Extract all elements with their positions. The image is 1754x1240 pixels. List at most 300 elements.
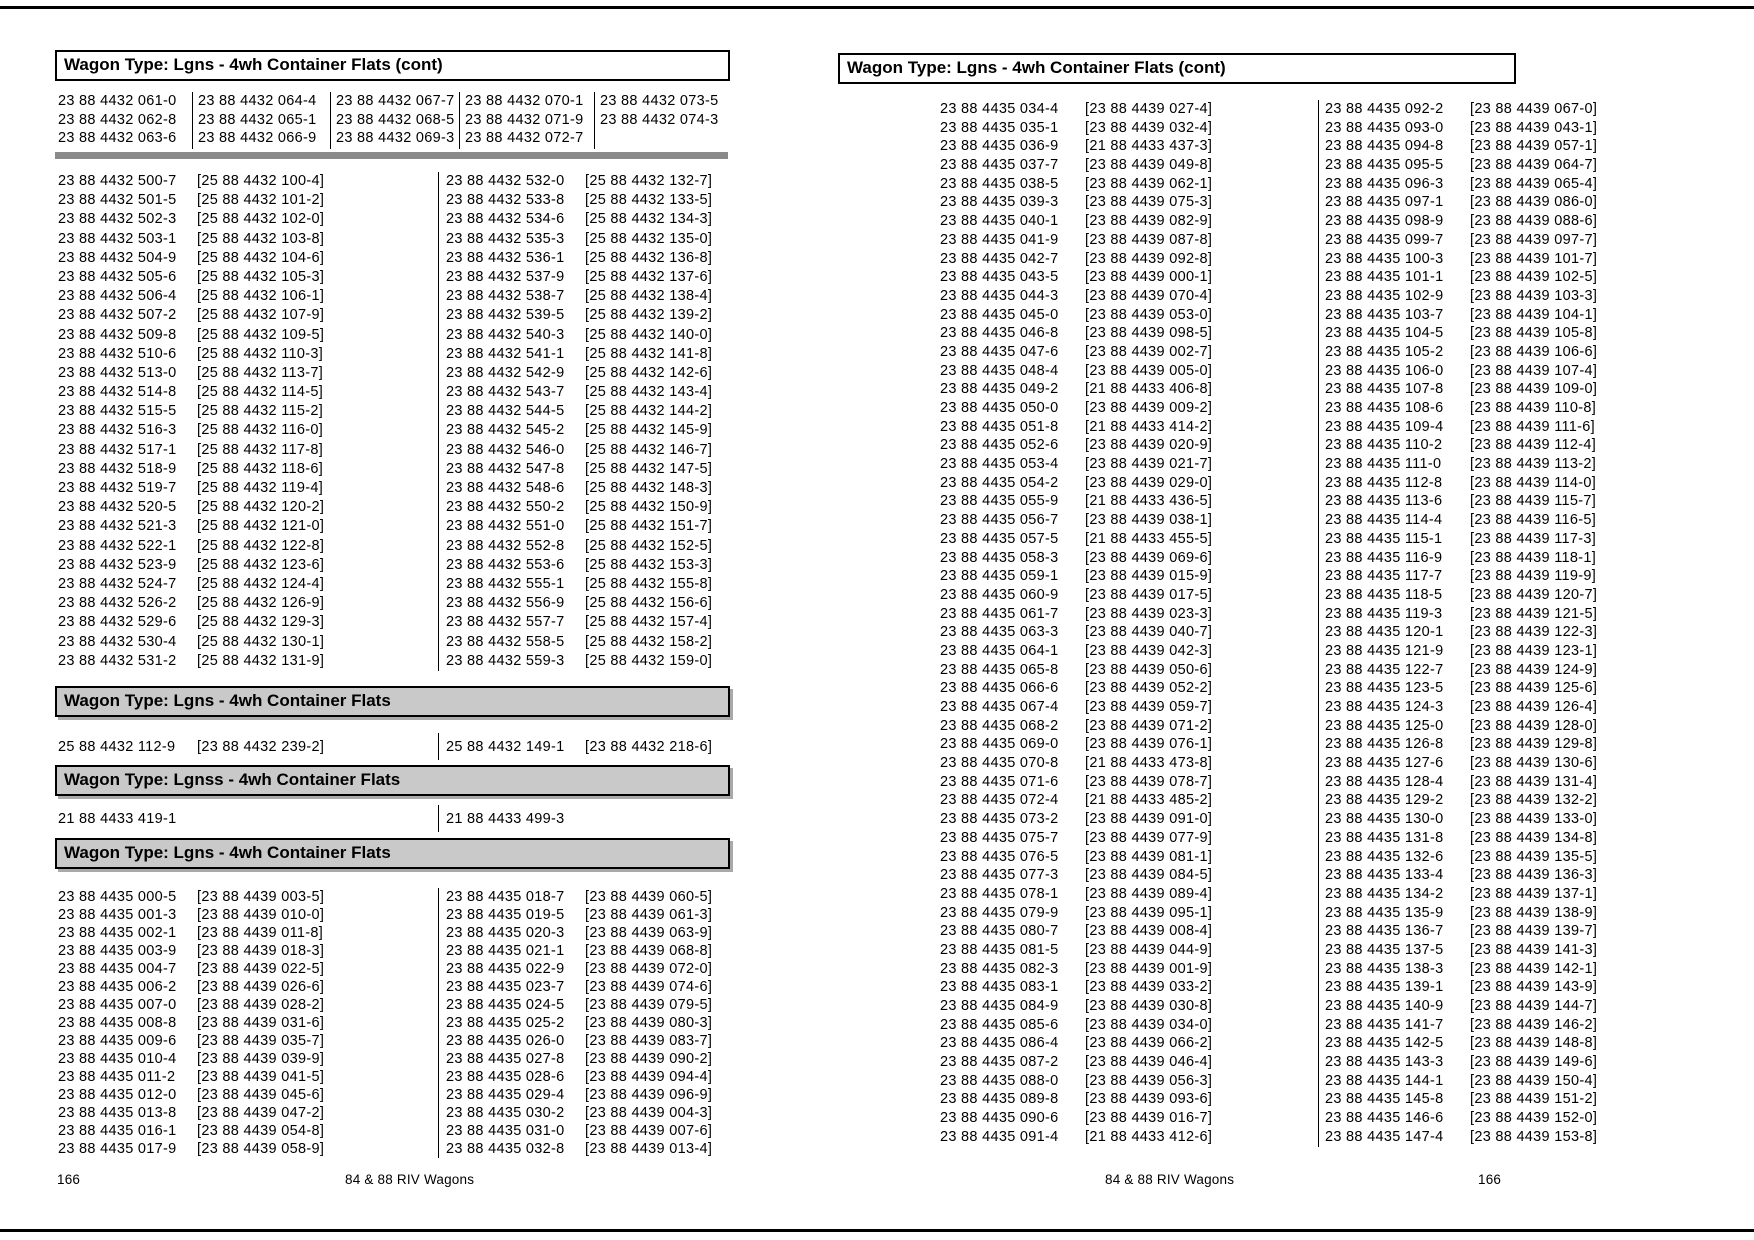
wagon-number: 23 88 4432 069-3 — [336, 130, 455, 146]
renumbered-reference: [23 88 4439 062-1] — [1085, 175, 1213, 192]
wagon-number: 23 88 4435 117-7 — [1325, 568, 1443, 585]
wagon-number: 23 88 4435 107-8 — [1325, 381, 1444, 398]
wagon-number: 23 88 4435 096-3 — [1325, 175, 1444, 192]
wagon-row — [940, 399, 1212, 418]
renumbered-reference: [23 88 4439 029-0] — [1085, 474, 1213, 491]
wagon-row — [940, 586, 1212, 605]
renumbered-reference: [23 88 4439 132-2] — [1470, 792, 1598, 809]
wagon-number: 23 88 4435 144-1 — [1325, 1072, 1444, 1089]
renumbered-reference: [21 88 4433 436-5] — [1085, 493, 1213, 510]
wagon-row — [58, 1122, 324, 1140]
wagon-row — [58, 960, 324, 978]
wagon-row — [446, 249, 712, 268]
wagon-row — [1325, 960, 1597, 979]
wagon-number: 23 88 4435 136-7 — [1325, 923, 1444, 940]
wagon-number: 23 88 4432 523-9 — [58, 556, 177, 573]
wagon-number: 23 88 4435 095-5 — [1325, 157, 1444, 174]
wagon-row — [1325, 287, 1597, 306]
renumbered-reference: [23 88 4439 071-2] — [1085, 717, 1213, 734]
wagon-number: 23 88 4432 520-5 — [58, 499, 177, 516]
wagon-number: 23 88 4432 070-1 — [465, 93, 584, 109]
wagon-number: 23 88 4435 003-9 — [58, 943, 177, 959]
wagon-row — [1325, 717, 1597, 736]
renumbered-reference: [23 88 4439 059-7] — [1085, 699, 1213, 715]
wagon-row — [940, 418, 1212, 437]
wagon-number: 23 88 4435 063-3 — [940, 624, 1059, 641]
wagon-number: 23 88 4435 093-0 — [1325, 119, 1444, 136]
wagon-number: 23 88 4435 029-4 — [446, 1087, 565, 1103]
wagon-row — [58, 421, 324, 440]
wagon-row — [446, 738, 712, 756]
wagon-row — [58, 326, 324, 345]
renumbered-reference: [23 88 4439 087-8] — [1085, 231, 1213, 248]
wagon-row — [1325, 418, 1597, 437]
renumbered-reference: [25 88 4432 157-4] — [585, 614, 713, 631]
wagon-number: 23 88 4435 101-1 — [1325, 269, 1444, 286]
renumbered-reference: [23 88 4439 115-7] — [1470, 493, 1597, 510]
wagon-row — [1325, 175, 1597, 194]
wagon-row — [940, 623, 1212, 642]
wagon-row — [446, 402, 712, 421]
wagon-number: 23 88 4435 089-8 — [940, 1091, 1059, 1108]
wagon-number: 23 88 4435 104-5 — [1325, 325, 1444, 342]
wagon-row — [1325, 100, 1597, 119]
renumbered-reference: [23 88 4439 120-7] — [1470, 586, 1598, 603]
wagon-row — [940, 960, 1212, 979]
wagon-row — [58, 810, 197, 828]
page-number: 166 — [1478, 1172, 1502, 1187]
wagon-row — [446, 191, 712, 210]
renumbered-reference: [23 88 4439 058-9] — [197, 1141, 325, 1157]
renumbered-reference: [23 88 4439 103-3] — [1470, 287, 1598, 304]
wagon-number: 23 88 4435 065-8 — [940, 661, 1059, 678]
wagon-number: 23 88 4432 531-2 — [58, 652, 177, 669]
wagon-number: 23 88 4432 505-6 — [58, 268, 177, 285]
wagon-row — [940, 735, 1212, 754]
wagon-row — [1325, 156, 1597, 175]
wagon-number: 23 88 4435 126-8 — [1325, 736, 1444, 753]
renumbered-reference: [23 88 4439 035-7] — [197, 1033, 325, 1049]
renumbered-reference: [21 88 4433 455-5] — [1085, 530, 1213, 547]
renumbered-reference: [23 88 4439 118-1] — [1470, 549, 1597, 566]
wagon-row — [1325, 1016, 1597, 1035]
renumbered-reference: [23 88 4439 064-7] — [1470, 157, 1598, 174]
wagon-number: 23 88 4435 078-1 — [940, 885, 1059, 902]
wagon-row — [58, 345, 324, 364]
wagon-number: 23 88 4432 530-4 — [58, 633, 177, 650]
wagon-number: 23 88 4435 041-9 — [940, 231, 1059, 248]
wagon-row — [446, 888, 712, 906]
wagon-number: 23 88 4435 122-7 — [1325, 661, 1444, 678]
wagon-row — [58, 556, 324, 575]
wagon-number: 23 88 4435 145-8 — [1325, 1091, 1444, 1108]
renumbered-reference: [23 88 4439 112-4] — [1470, 437, 1597, 454]
renumbered-reference: [23 88 4439 039-9] — [197, 1051, 325, 1067]
wagon-row — [940, 791, 1212, 810]
wagon-number: 23 88 4435 079-9 — [940, 904, 1059, 921]
renumbered-reference: [23 88 4439 080-3] — [585, 1015, 713, 1031]
wagon-row — [446, 556, 712, 575]
renumbered-reference: [23 88 4439 129-8] — [1470, 736, 1598, 753]
wagon-row — [446, 996, 712, 1014]
renumbered-reference: [25 88 4432 103-8] — [197, 230, 325, 247]
renumbered-reference: [25 88 4432 122-8] — [197, 537, 325, 554]
renumbered-reference: [25 88 4432 134-3] — [585, 211, 713, 228]
renumbered-reference: [23 88 4439 109-0] — [1470, 381, 1598, 398]
wagon-number: 23 88 4432 067-7 — [336, 93, 455, 109]
renumbered-reference: [23 88 4439 065-4] — [1470, 175, 1598, 192]
wagon-row — [1325, 306, 1597, 325]
wagon-row — [1325, 586, 1597, 605]
wagon-row — [58, 1068, 324, 1086]
renumbered-reference: [23 88 4439 005-0] — [1085, 362, 1213, 379]
wagon-row — [58, 978, 324, 996]
wagon-row — [940, 156, 1212, 175]
wagon-number: 23 88 4435 050-0 — [940, 400, 1059, 416]
wagon-row — [940, 492, 1212, 511]
wagon-number: 23 88 4432 524-7 — [58, 575, 177, 592]
renumbered-reference: [25 88 4432 147-5] — [585, 460, 713, 477]
renumbered-reference: [23 88 4439 034-0] — [1085, 1016, 1213, 1033]
wagon-row — [58, 441, 324, 460]
wagon-number: 23 88 4435 110-2 — [1325, 437, 1443, 454]
wagon-row — [446, 230, 712, 249]
wagon-column — [446, 810, 585, 828]
wagon-number: 23 88 4435 143-3 — [1325, 1054, 1444, 1071]
wagon-number: 23 88 4435 112-8 — [1325, 474, 1443, 491]
renumbered-reference: [25 88 4432 142-6] — [585, 364, 713, 381]
wagon-number: 23 88 4432 516-3 — [58, 422, 177, 439]
wagon-row — [446, 1122, 712, 1140]
wagon-number: 23 88 4435 025-2 — [446, 1015, 565, 1031]
wagon-row — [1325, 231, 1597, 250]
wagon-number: 23 88 4435 061-7 — [940, 605, 1059, 622]
wagon-row — [58, 738, 324, 756]
wagon-number: 23 88 4432 072-7 — [465, 130, 584, 146]
wagon-number: 23 88 4435 140-9 — [1325, 998, 1444, 1014]
renumbered-reference: [23 88 4439 044-9] — [1085, 941, 1213, 958]
renumbered-reference: [25 88 4432 150-9] — [585, 499, 713, 516]
wagon-number: 23 88 4432 066-9 — [198, 130, 317, 146]
wagon-number: 23 88 4435 057-5 — [940, 530, 1059, 547]
renumbered-reference: [23 88 4439 098-5] — [1085, 325, 1213, 342]
wagon-number: 23 88 4435 060-9 — [940, 586, 1059, 603]
wagon-number: 23 88 4435 129-2 — [1325, 792, 1444, 809]
wagon-number: 23 88 4435 008-8 — [58, 1015, 177, 1031]
wagon-row — [940, 119, 1212, 138]
wagon-row — [1325, 1034, 1597, 1053]
renumbered-reference: [23 88 4439 144-7] — [1470, 998, 1598, 1014]
wagon-row — [446, 383, 712, 402]
right-page — [838, 0, 1650, 1240]
renumbered-reference: [23 88 4439 149-6] — [1470, 1054, 1598, 1071]
wagon-row — [1325, 773, 1597, 792]
renumbered-reference: [23 88 4439 023-3] — [1085, 605, 1213, 622]
wagon-row — [940, 848, 1212, 867]
renumbered-reference: [25 88 4432 129-3] — [197, 614, 325, 631]
wagon-number: 23 88 4435 026-0 — [446, 1033, 565, 1049]
section-header-lgns-cont — [838, 53, 1516, 84]
wagon-row — [1325, 941, 1597, 960]
wagon-number: 23 88 4435 073-2 — [940, 811, 1059, 828]
wagon-row — [446, 172, 712, 191]
column-divider — [438, 888, 439, 1158]
wagon-number: 23 88 4432 519-7 — [58, 480, 177, 496]
renumbered-reference: [23 88 4439 126-4] — [1470, 699, 1598, 715]
renumbered-reference: [23 88 4439 052-2] — [1085, 680, 1213, 697]
wagon-row — [446, 906, 712, 924]
wagon-row — [1325, 343, 1597, 362]
wagon-row — [940, 436, 1212, 455]
renumbered-reference: [23 88 4439 018-3] — [197, 943, 325, 959]
wagon-number: 21 88 4433 499-3 — [446, 811, 565, 827]
renumbered-reference: [25 88 4432 159-0] — [585, 652, 713, 669]
wagon-number: 23 88 4435 047-6 — [940, 343, 1059, 360]
wagon-row — [1325, 137, 1597, 156]
renumbered-reference: [23 88 4439 094-4] — [585, 1069, 713, 1085]
renumbered-reference: [23 88 4439 013-4] — [585, 1141, 713, 1157]
renumbered-reference: [25 88 4432 158-2] — [585, 633, 713, 650]
wagon-grid-column — [459, 92, 594, 149]
wagon-number: 23 88 4432 552-8 — [446, 537, 565, 554]
renumbered-reference: [23 88 4439 057-1] — [1470, 138, 1598, 155]
wagon-number: 23 88 4435 082-3 — [940, 960, 1059, 977]
wagon-number: 23 88 4435 012-0 — [58, 1087, 177, 1103]
wagon-row — [940, 362, 1212, 381]
wagon-column — [446, 172, 712, 671]
renumbered-reference: [23 88 4439 075-3] — [1085, 194, 1213, 211]
renumbered-reference: [23 88 4439 046-4] — [1085, 1054, 1213, 1071]
renumbered-reference: [23 88 4439 134-8] — [1470, 829, 1598, 846]
renumbered-reference: [23 88 4439 093-6] — [1085, 1091, 1213, 1108]
wagon-row — [446, 364, 712, 383]
wagon-row — [446, 960, 712, 978]
wagon-number: 23 88 4435 080-7 — [940, 923, 1059, 940]
wagon-number: 23 88 4432 073-5 — [600, 93, 719, 109]
wagon-number: 23 88 4435 108-6 — [1325, 400, 1444, 416]
renumbered-reference: [25 88 4432 115-2] — [197, 403, 324, 420]
wagon-row — [1325, 904, 1597, 923]
renumbered-reference: [23 88 4439 146-2] — [1470, 1016, 1598, 1033]
wagon-row — [446, 287, 712, 306]
wagon-number: 23 88 4435 099-7 — [1325, 231, 1444, 248]
wagon-number: 23 88 4435 109-4 — [1325, 418, 1444, 435]
wagon-number: 23 88 4435 001-3 — [58, 907, 177, 923]
wagon-row — [446, 1050, 712, 1068]
wagon-number: 23 88 4432 526-2 — [58, 595, 177, 612]
wagon-number: 23 88 4435 128-4 — [1325, 773, 1444, 790]
wagon-row — [58, 996, 324, 1014]
wagon-row — [1325, 362, 1597, 381]
wagon-number: 23 88 4432 546-0 — [446, 441, 565, 458]
wagon-number: 23 88 4435 132-6 — [1325, 848, 1444, 865]
renumbered-reference: [23 88 4439 131-4] — [1470, 773, 1598, 790]
wagon-row — [446, 210, 712, 229]
wagon-row — [940, 1053, 1212, 1072]
wagon-row — [58, 517, 324, 536]
wagon-number: 23 88 4435 011-2 — [58, 1069, 176, 1085]
wagon-row — [940, 212, 1212, 231]
wagon-number: 23 88 4435 045-0 — [940, 306, 1059, 323]
renumbered-reference: [25 88 4432 116-0] — [197, 422, 324, 439]
section-header-label: Wagon Type: Lgns - 4wh Container Flats — [64, 843, 391, 862]
renumbered-reference: [25 88 4432 107-9] — [197, 307, 325, 324]
wagon-number: 23 88 4435 019-5 — [446, 907, 565, 923]
page-number: 166 — [57, 1172, 81, 1187]
wagon-number: 23 88 4435 035-1 — [940, 119, 1059, 136]
wagon-row — [940, 1109, 1212, 1128]
renumbered-reference: [23 88 4439 083-7] — [585, 1033, 713, 1049]
wagon-number: 23 88 4432 535-3 — [446, 230, 565, 247]
wagon-number: 25 88 4432 149-1 — [446, 739, 565, 755]
renumbered-reference: [23 88 4439 026-6] — [197, 979, 325, 995]
wagon-number: 23 88 4435 088-0 — [940, 1072, 1059, 1089]
renumbered-reference: [23 88 4439 113-2] — [1470, 456, 1597, 473]
wagon-row — [940, 455, 1212, 474]
renumbered-reference: [25 88 4432 140-0] — [585, 326, 713, 343]
renumbered-reference: [25 88 4432 110-3] — [197, 345, 324, 362]
wagon-number: 23 88 4435 086-4 — [940, 1035, 1059, 1052]
wagon-row — [58, 1050, 324, 1068]
wagon-row — [940, 530, 1212, 549]
renumbered-reference: [23 88 4439 101-7] — [1470, 250, 1598, 267]
wagon-number: 23 88 4432 545-2 — [446, 422, 565, 439]
wagon-row — [1325, 399, 1597, 418]
renumbered-reference: [23 88 4439 022-5] — [197, 961, 325, 977]
renumbered-reference: [23 88 4439 004-3] — [585, 1105, 713, 1121]
wagon-number: 23 88 4432 529-6 — [58, 614, 177, 631]
renumbered-reference: [25 88 4432 137-6] — [585, 268, 713, 285]
wagon-number: 23 88 4435 106-0 — [1325, 362, 1444, 379]
renumbered-reference: [23 88 4439 138-9] — [1470, 904, 1598, 921]
renumbered-reference: [23 88 4439 010-0] — [197, 907, 325, 923]
wagon-row — [446, 613, 712, 632]
renumbered-reference: [23 88 4439 060-5] — [585, 889, 713, 905]
renumbered-reference: [25 88 4432 138-4] — [585, 288, 713, 305]
renumbered-reference: [23 88 4439 009-2] — [1085, 400, 1213, 416]
wagon-number: 23 88 4435 002-1 — [58, 925, 177, 941]
wagon-number: 23 88 4435 059-1 — [940, 568, 1059, 585]
renumbered-reference: [25 88 4432 102-0] — [197, 211, 325, 228]
renumbered-reference: [25 88 4432 120-2] — [197, 499, 325, 516]
wagon-row — [1325, 474, 1597, 493]
wagon-number: 23 88 4435 064-1 — [940, 642, 1059, 659]
renumbered-reference: [25 88 4432 130-1] — [197, 633, 325, 650]
wagon-row — [940, 474, 1212, 493]
renumbered-reference: [23 88 4439 123-1] — [1470, 642, 1598, 659]
wagon-number: 23 88 4435 069-0 — [940, 736, 1059, 753]
wagon-number: 23 88 4432 517-1 — [58, 441, 177, 458]
wagon-number: 23 88 4432 559-3 — [446, 652, 565, 669]
wagon-row — [940, 922, 1212, 941]
wagon-number: 23 88 4435 053-4 — [940, 456, 1059, 473]
wagon-number: 23 88 4435 048-4 — [940, 362, 1059, 379]
wagon-number: 23 88 4435 010-4 — [58, 1051, 177, 1067]
renumbered-reference: [23 88 4439 130-6] — [1470, 755, 1598, 772]
renumbered-reference: [23 88 4439 136-3] — [1470, 867, 1598, 884]
wagon-number: 23 88 4432 534-6 — [446, 211, 565, 228]
wagon-number: 23 88 4435 072-4 — [940, 792, 1059, 809]
wagon-number: 23 88 4432 542-9 — [446, 364, 565, 381]
wagon-row — [1325, 549, 1597, 568]
renumbered-reference: [23 88 4439 150-4] — [1470, 1072, 1598, 1089]
wagon-number: 23 88 4435 052-6 — [940, 437, 1059, 454]
renumbered-reference: [23 88 4439 079-5] — [585, 997, 713, 1013]
wagon-number: 23 88 4435 000-5 — [58, 889, 177, 905]
wagon-number: 23 88 4432 064-4 — [198, 93, 317, 109]
wagon-row — [1325, 754, 1597, 773]
renumbered-reference: [21 88 4433 412-6] — [1085, 1128, 1213, 1145]
renumbered-reference: [23 88 4439 042-3] — [1085, 642, 1213, 659]
wagon-number: 23 88 4435 028-6 — [446, 1069, 565, 1085]
renumbered-reference: [23 88 4439 021-7] — [1085, 456, 1213, 473]
renumbered-reference: [23 88 4439 011-8] — [197, 925, 324, 941]
renumbered-reference: [23 88 4439 069-6] — [1085, 549, 1213, 566]
renumbered-reference: [23 88 4439 102-5] — [1470, 269, 1598, 286]
wagon-row — [940, 754, 1212, 773]
wagon-number: 23 88 4435 034-4 — [940, 101, 1059, 117]
wagon-number: 23 88 4435 087-2 — [940, 1054, 1059, 1071]
wagon-number: 23 88 4435 037-7 — [940, 157, 1059, 174]
wagon-row — [58, 172, 324, 191]
renumbered-reference: [21 88 4433 414-2] — [1085, 418, 1213, 435]
wagon-row — [1325, 997, 1597, 1016]
wagon-number: 23 88 4435 009-6 — [58, 1033, 177, 1049]
wagon-row — [1325, 1090, 1597, 1109]
renumbered-reference: [23 88 4439 028-2] — [197, 997, 325, 1013]
wagon-row — [940, 679, 1212, 698]
wagon-number: 23 88 4435 058-3 — [940, 549, 1059, 566]
wagon-number-grid — [55, 92, 730, 149]
wagon-number: 23 88 4432 556-9 — [446, 595, 565, 612]
wagon-number: 23 88 4435 123-5 — [1325, 680, 1444, 697]
wagon-column — [940, 100, 1212, 1147]
wagon-row — [58, 460, 324, 479]
renumbered-reference: [23 88 4439 017-5] — [1085, 586, 1213, 603]
wagon-number: 23 88 4432 555-1 — [446, 575, 565, 592]
wagon-row — [1325, 810, 1597, 829]
renumbered-reference: [25 88 4432 141-8] — [585, 345, 713, 362]
wagon-number: 23 88 4435 046-8 — [940, 325, 1059, 342]
renumbered-reference: [25 88 4432 100-4] — [197, 173, 325, 189]
renumbered-reference: [25 88 4432 124-4] — [197, 575, 325, 592]
wagon-row — [446, 924, 712, 942]
wagon-row — [58, 498, 324, 517]
divider-bar — [55, 152, 728, 159]
wagon-row — [58, 306, 324, 325]
wagon-row — [940, 287, 1212, 306]
renumbered-reference: [25 88 4432 155-8] — [585, 575, 713, 592]
renumbered-reference: [23 88 4439 090-2] — [585, 1051, 713, 1067]
wagon-number: 23 88 4435 070-8 — [940, 755, 1059, 772]
renumbered-reference: [23 88 4439 061-3] — [585, 907, 713, 923]
renumbered-reference: [25 88 4432 104-6] — [197, 249, 325, 266]
wagon-row — [58, 1014, 324, 1032]
renumbered-reference: [23 88 4439 077-9] — [1085, 829, 1213, 846]
wagon-number: 23 88 4432 507-2 — [58, 307, 177, 324]
wagon-number: 23 88 4432 544-5 — [446, 403, 565, 420]
renumbered-reference: [23 88 4439 070-4] — [1085, 287, 1213, 304]
wagon-row — [1325, 791, 1597, 810]
renumbered-reference: [25 88 4432 126-9] — [197, 595, 325, 612]
renumbered-reference: [23 88 4439 063-9] — [585, 925, 713, 941]
renumbered-reference: [25 88 4432 133-5] — [585, 192, 713, 209]
wagon-column — [1325, 100, 1597, 1147]
section-header-label: Wagon Type: Lgnss - 4wh Container Flats — [64, 770, 401, 789]
wagon-number: 23 88 4435 044-3 — [940, 287, 1059, 304]
wagon-row — [446, 268, 712, 287]
renumbered-reference: [25 88 4432 152-5] — [585, 537, 713, 554]
